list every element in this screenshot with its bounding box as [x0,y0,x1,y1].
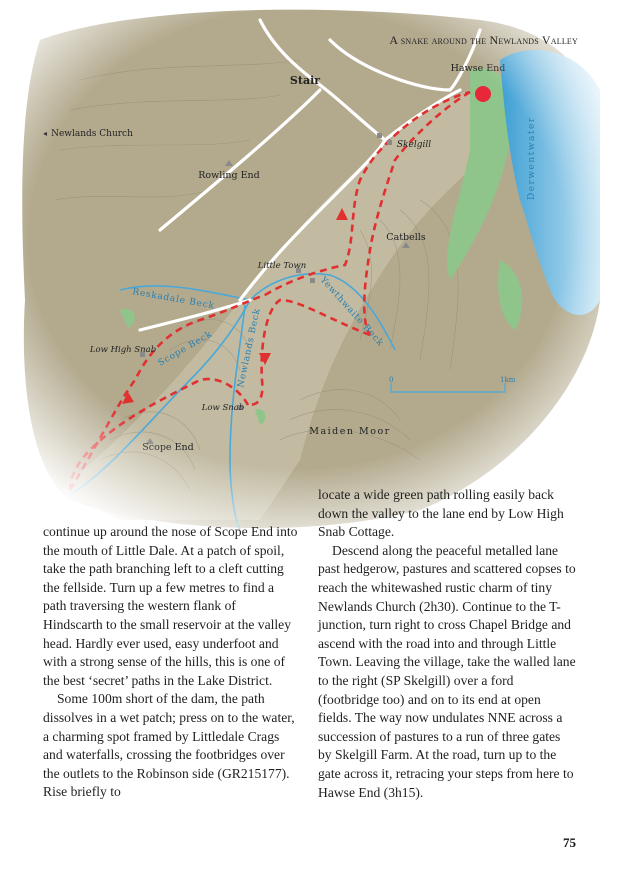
text-column-right [318,486,576,802]
paragraph: locate a wide green path rolling easily back down the valley to the lane end by Low High Snab Cottage. [318,487,564,540]
running-header: A snake around the Newlands Valley [389,33,578,47]
paragraph: continue up around the nose of Scope End into the mouth of Little Dale. At a patch of spoil, take the path branching left to a cleft cutting the fellside. Turn up a few metres to find a path traversing the western flank of Hindscarth to the small reservoir at the valley head. Hardly ever used, easy underfoot and with a strong sense of the hills, this is one of the best ‘secret’ paths in the Lake District. [43,524,298,688]
page-number: 75 [563,835,576,850]
text-column-left [43,523,298,802]
paragraph: Some 100m short of the dam, the path dissolves in a wet patch; press on to the water, a charming spot framed by Littledale Crags and waterfalls, crossing the footbridges over the outlets to the Robinson side (GR215177). Rise briefly to [43,691,295,800]
paragraph: Descend along the peaceful metalled lane past hedgerow, pastures and scattered copses to reach the whitewashed rustic charm of tiny Newlands Church (2h30). Continue to the T-junction, turn right to cross Chapel Bridge and ascend with the road into and through Little Town. Leaving the village, take the walled lane to the right (SP Skelgill) over a ford (footbridge too) and on to its end at open fields. The way now undulates NNE across a succession of pastures to a run of three gates by Skelgill Farm. At the road, turn up to the gate across it, retracing your steps from here to Hawse End (3h15). [318,542,576,800]
